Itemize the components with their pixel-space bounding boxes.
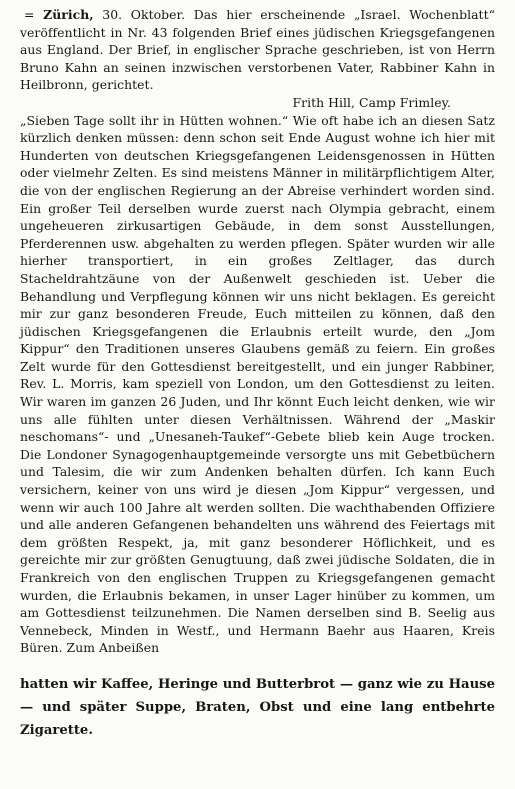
dash-marker: =: [24, 7, 44, 22]
article-intro: [20, 6, 495, 94]
dateline-date: 30. Oktober.: [93, 7, 186, 22]
letter-body: „Sieben Tage sollt ihr in Hütten wohnen.“ Wie oft habe ich an diesen Satz kürzlich denken müssen: denn schon seit Ende August wohne ich hier mit Hunderten von deutschen Kriegsgefangenen Leidensgenossen in Hütten oder vielmehr Zelten. Es sind meistens Männer in militärpflichtigem Alter, die von der englischen Regierung an der Abreise verhindert worden sind. Ein großer Teil derselben wurde zuerst nach Olympia gebracht, einem ungeheueren zirkusartigen Gebäude, in dem sonst Ausstellungen, Pferderennen usw. abgehalten zu werden pflegen. Später wurden wir alle hierher transportiert, in ein großes Zeltlager, das durch Stacheldrahtzäune von der Außenwelt geschieden ist. Ueber die Behandlung und Verpflegung können wir uns nicht beklagen. Es gereicht mir zur ganz besonderen Freude, Euch mitteilen zu können, daß den jüdischen Kriegsgefangenen die Erlaubnis erteilt wurde, den „Jom Kippur“ den Traditionen unseres Glaubens gemäß zu feiern. Ein großes Zelt wurde für den Gottesdienst bereitgestellt, und ein junger Rabbiner, Rev. L. Morris, kam speziell von London, um den Gottesdienst zu leiten. Wir waren im ganzen 26 Juden, und Ihr könnt Euch leicht denken, wie wir uns alle fühlten unter diesen Verhältnissen. Während der „Maskir neschomans“- und „Unesaneh-Taukef“-Gebete blieb kein Auge trocken. Die Londoner Synagogenhauptgemeinde versorgte uns mit Gebetbüchern und Talesim, die wir zum Andenken behalten dürfen. Ich kann Euch versichern, keiner von uns wird je diesen „Jom Kippur“ vergessen, und wenn wir auch 100 Jahre alt werden sollten. Die wachthabenden Offiziere und alle anderen Gefangenen behandelten uns während des Feiertags mit dem größten Respekt, ja, mit ganz besonderer Höflichkeit, und es gereichte mir zur größten Genugtuung, daß zwei jüdische Soldaten, die in Frankreich von den englischen Truppen zu Kriegsgefangenen gemacht wurden, die Erlaubnis bekamen, in unser Lager hinüber zu kommen, um am Gottesdienst teilzunehmen. Die Namen derselben sind B. Seelig aus Vennebeck, Minden in Westf., und Hermann Baehr aus Haaren, Kreis Büren. Zum Anbeißen: [20, 112, 495, 656]
news-article: [20, 6, 495, 657]
continuation-block: [20, 673, 495, 742]
dateline-place: Zürich,: [43, 7, 94, 22]
letter-origin: Frith Hill, Camp Frimley.: [292, 94, 451, 110]
intro-text: Das hier erscheinende „Israel. Wochenblatt“ veröffentlicht in Nr. 43 folgenden Brief eines jüdischen Kriegsgefangenen aus England. Der Brief, in englischer Sprache geschrieben, ist von Herrn Bruno Kahn an seinen inzwischen verstorbenen Vater, Rabbiner Kahn in Heilbronn, gerichtet.: [20, 7, 495, 93]
continuation-text: hatten wir Kaffee, Heringe und Butterbrot — ganz wie zu Hause — und später Suppe, Braten, Obst und eine lang entbehrte Zigarette.: [20, 676, 495, 738]
